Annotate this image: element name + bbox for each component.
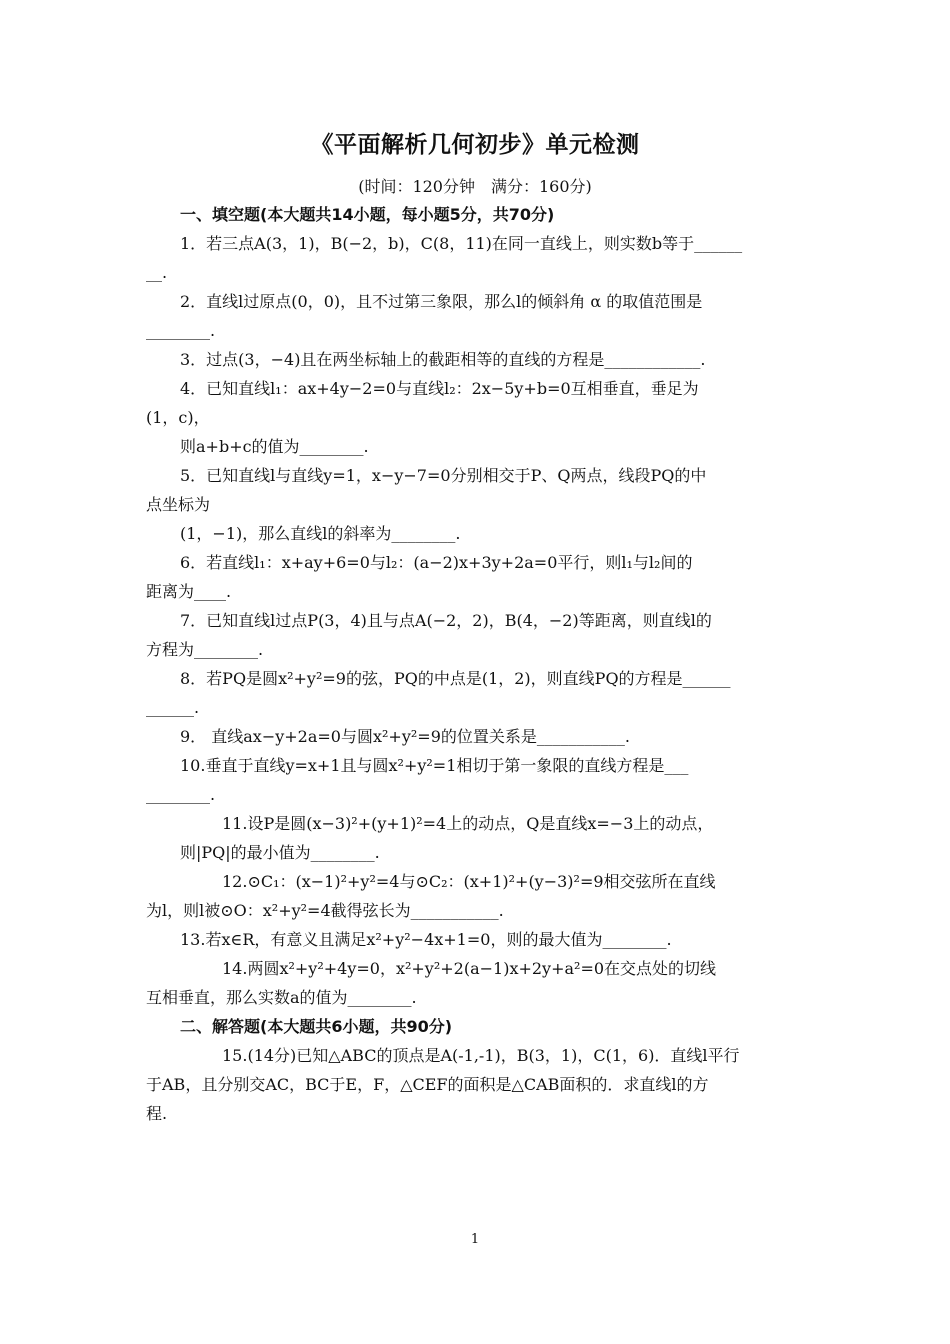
question-6-line-1: 6．若直线l₁：x+ay+6=0与l₂：(a−2)x+3y+2a=0平行，则l₁与l₂间的 bbox=[180, 553, 693, 572]
question-7-line-1: 7．已知直线l过点P(3，4)且与点A(−2，2)，B(4，−2)等距离，则直线l的 bbox=[180, 611, 712, 630]
question-14-line-1: 14.两圆x²+y²+4y=0，x²+y²+2(a−1)x+2y+a²=0在交点处的切线 bbox=[222, 959, 717, 978]
question-4-line-2: (1，c)， bbox=[146, 408, 210, 427]
question-8-line-2: ______. bbox=[146, 698, 200, 717]
question-4-line-1: 4．已知直线l₁：ax+4y−2=0与直线l₂：2x−5y+b=0互相垂直，垂足为 bbox=[180, 379, 699, 398]
question-7-line-2: 方程为________. bbox=[146, 640, 264, 659]
question-5-line-2: 点坐标为 bbox=[146, 495, 211, 514]
question-15-line-3: 程. bbox=[146, 1104, 168, 1123]
page-number: 1 bbox=[470, 1232, 480, 1247]
section-heading-solutions: 二、解答题(本大题共6小题，共90分) bbox=[180, 1017, 453, 1036]
question-2-line-1: 2．直线l过原点(0，0)，且不过第三象限，那么l的倾斜角 α 的取值范围是 bbox=[180, 292, 703, 311]
question-9: 9． 直线ax−y+2a=0与圆x²+y²=9的位置关系是___________. bbox=[180, 727, 630, 746]
question-6-line-2: 距离为____. bbox=[146, 582, 232, 601]
question-14-line-2: 互相垂直，那么实数a的值为________. bbox=[146, 988, 417, 1007]
question-15-line-1: 15.(14分)已知△ABC的顶点是A(-1,-1)，B(3，1)，C(1，6)．直线l平行 bbox=[222, 1046, 740, 1065]
question-11-line-1: 11.设P是圆(x−3)²+(y+1)²=4上的动点，Q是直线x=−3上的动点， bbox=[222, 814, 714, 833]
document-body bbox=[146, 200, 810, 1128]
question-13: 13.若x∈R，有意义且满足x²+y²−4x+1=0，则的最大值为________. bbox=[180, 930, 672, 949]
question-15-line-2: 于AB，且分别交AC，BC于E，F，△CEF的面积是△CAB面积的．求直线l的方 bbox=[146, 1075, 709, 1094]
exam-info: (时间：120分钟 满分：160分) bbox=[358, 177, 592, 196]
question-8-line-1: 8．若PQ是圆x²+y²=9的弦，PQ的中点是(1，2)，则直线PQ的方程是______ bbox=[180, 669, 731, 688]
question-2-line-2: ________. bbox=[146, 321, 216, 340]
question-10-line-1: 10.垂直于直线y=x+1且与圆x²+y²=1相切于第一象限的直线方程是___ bbox=[180, 756, 689, 775]
question-1-line-1: 1．若三点A(3，1)，B(−2，b)，C(8，11)在同一直线上，则实数b等于______ bbox=[180, 234, 743, 253]
question-1-line-2: __. bbox=[146, 263, 168, 282]
question-10-line-2: ________. bbox=[146, 785, 216, 804]
question-12-line-1: 12.⊙C₁：(x−1)²+y²=4与⊙C₂：(x+1)²+(y−3)²=9相交弦所在直线 bbox=[222, 872, 716, 891]
question-4-line-3: 则a+b+c的值为________. bbox=[180, 437, 369, 456]
document-title: 《平面解析几何初步》单元检测 bbox=[310, 132, 640, 158]
question-3: 3．过点(3，−4)且在两坐标轴上的截距相等的直线的方程是____________. bbox=[180, 350, 706, 369]
question-5-line-3: (1，−1)，那么直线l的斜率为________. bbox=[180, 524, 461, 543]
question-12-line-2: 为l，则l被⊙O：x²+y²=4截得弦长为___________. bbox=[146, 901, 504, 920]
question-11-line-2: 则|PQ|的最小值为________. bbox=[180, 843, 380, 862]
question-5-line-1: 5．已知直线l与直线y=1，x−y−7=0分别相交于P、Q两点，线段PQ的中 bbox=[180, 466, 707, 485]
section-heading-fill-in: 一、填空题(本大题共14小题，每小题5分，共70分) bbox=[180, 205, 555, 224]
